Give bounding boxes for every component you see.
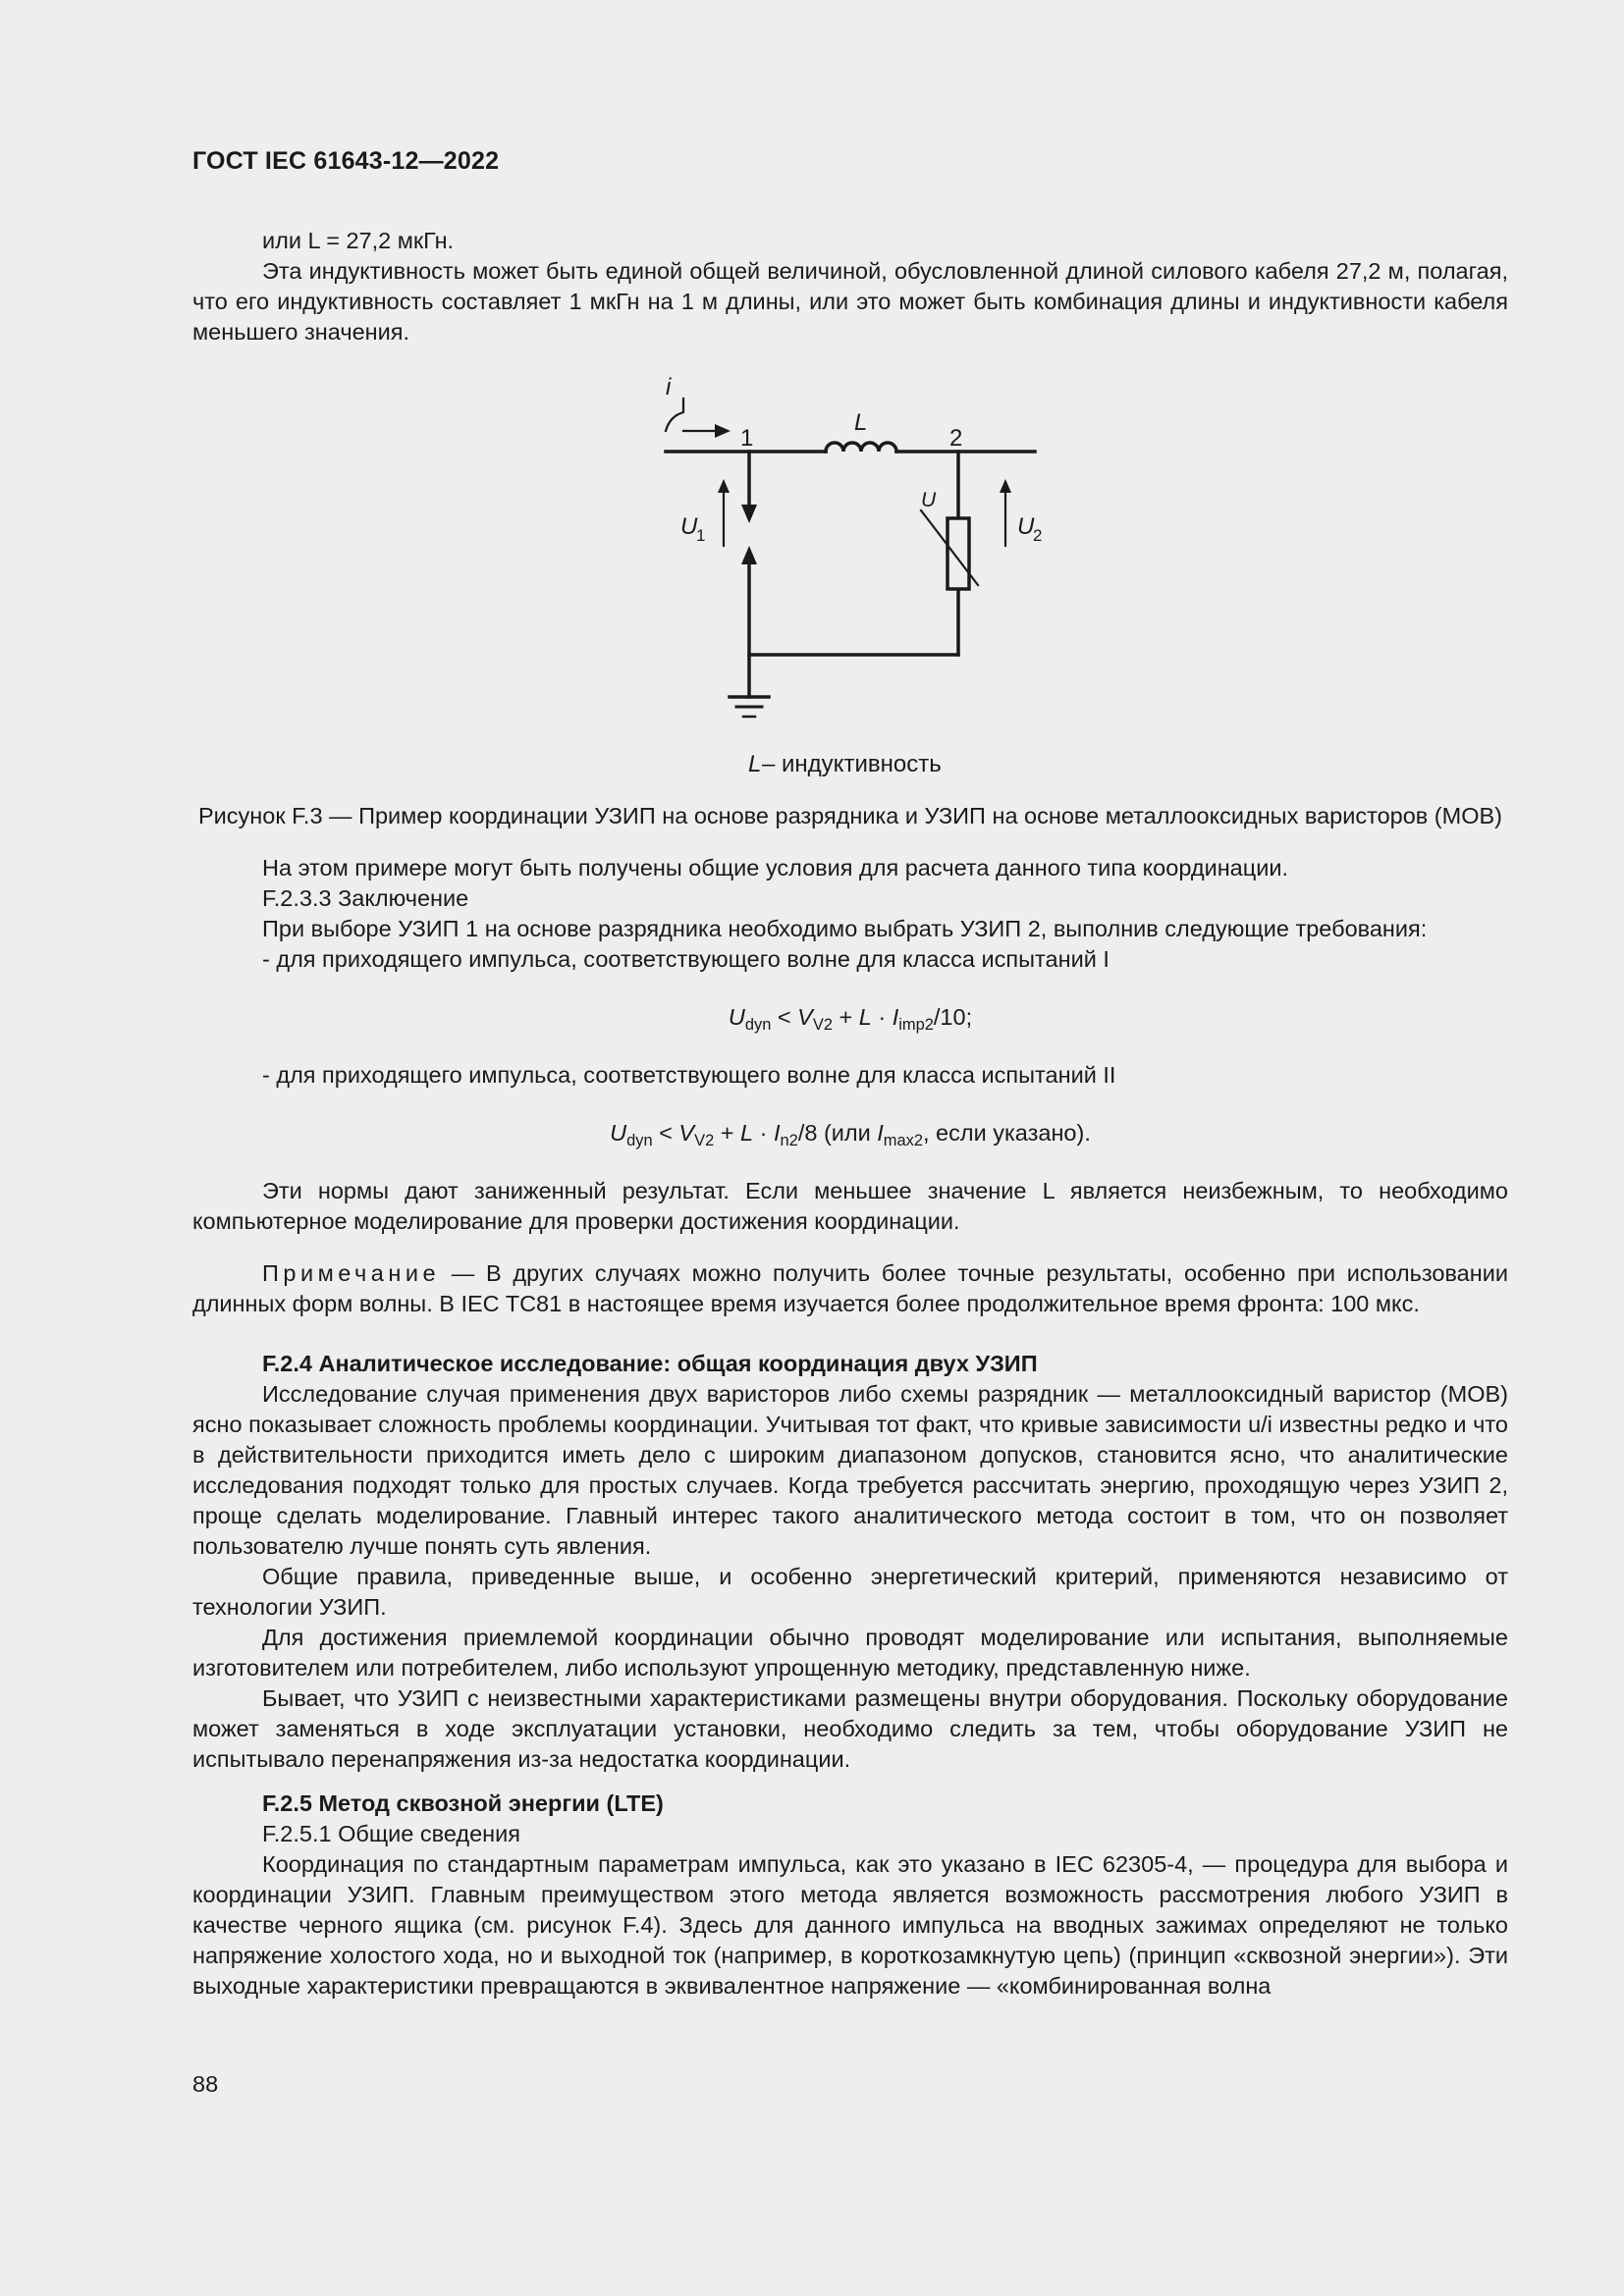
node-1-label: 1 [740,425,754,452]
label-i: i [666,374,672,400]
legend-symbol: L [748,751,762,777]
figure-f3 [192,361,1508,793]
paragraph: На этом примере могут быть получены общие условия для расчета данного типа координации. [262,855,1288,881]
paragraph: Общие правила, приведенные выше, и особенно энергетический критерий, применяются независимо от технологии УЗИП. [192,1564,1508,1620]
note [192,1258,1508,1319]
document-body [192,226,1508,2002]
paragraph: Эти нормы дают заниженный результат. Если меньшее значение L является неизбежным, то необходимо компьютерное моделирование для проверки достижения координации. [192,1178,1508,1234]
list-item: - для приходящего импульса, соответствующего волне для класса испытаний II [262,1062,1116,1088]
list-item: - для приходящего импульса, соответствующего волне для класса испытаний I [262,946,1110,972]
u1-subscript: 1 [696,526,706,545]
paragraph: Координация по стандартным параметрам импульса, как это указано в IEC 62305-4, — процедура для выбора и координации УЗИП. Главным преимуществом этого метода является возможность рассмотрения любого УЗИП в качестве черного ящика (см. рисунок F.4). Здесь для данного импульса на вводных зажимах определяют не только напряжение холостого хода, но и выходной ток (например, в короткозамкнутую цепь) (принцип «сквозной энергии»). Эти выходные характеристики превращаются в эквивалентное напряжение — «комбинированная волна [192,1851,1508,1999]
inductor-label: L [854,409,868,436]
subsection-heading: F.2.3.3 Заключение [262,885,469,911]
paragraph: Бывает, что УЗИП с неизвестными характеристиками размещены внутри оборудования. Поскольку оборудование может заменяться в ходе эксплуатации установки, необходимо следить за тем, чтобы оборудование УЗИП не испытывало перенапряжения из-за недостатка координации. [192,1685,1508,1772]
subsection-heading: F.2.5.1 Общие сведения [262,1821,521,1846]
formula-2: $U_{dyn} < V_{V2} + L \cdot I_{n2}/8$ (или $I_{max2}$, если указано). [610,1120,1091,1149]
paragraph: Эта индуктивность может быть единой общей величиной, обусловленной длиной силового кабеля 27,2 м, полагая, что его индуктивность составляет 1 мкГн на 1 м длины, или это может быть комбинация длины и индуктивности кабеля меньшего значения. [192,258,1508,345]
u2-label: U [1017,513,1035,540]
paragraph: Исследование случая применения двух варисторов либо схемы разрядник — металлооксидный варистор (МОВ) ясно показывает сложность проблемы координации. Учитывая тот факт, что кривые зависимости u/i известны редко и что в действительности приходится иметь дело с широким диапазоном допусков, становится ясно, что аналитические исследования подходят только для простых случаев. Когда требуется рассчитать энергию, проходящую через УЗИП 2, проще сделать моделирование. Главный интерес такого аналитического метода состоит в том, что он позволяет пользователю лучше понять суть явления. [192,1381,1508,1559]
u1-label: U [680,513,698,540]
figure-caption: Рисунок F.3 — Пример координации УЗИП на основе разрядника и УЗИП на основе металлооксидных варисторов (МОВ) [198,803,1502,828]
formula-1: $U_{dyn} < V_{V2} + L \cdot I_{imp2}/10$; [728,1004,973,1034]
legend-text: – индуктивность [762,751,942,777]
u2-subscript: 2 [1033,526,1043,545]
page-number: 88 [192,2071,219,2097]
section-heading: F.2.4 Аналитическое исследование: общая координация двух УЗИП [262,1351,1038,1376]
note-label: Примечание [262,1260,441,1286]
note-text: — В других случаях можно получить более точные результаты, особенно при использовании длинных форм волны. В IEC TC81 в настоящее время изучается более продолжительное время фронта: 100 мкс. [192,1260,1508,1316]
section-heading: F.2.5 Метод сквозной энергии (LTE) [262,1790,664,1816]
document-header: ГОСТ IEC 61643-12—2022 [192,147,500,175]
circuit-diagram [192,361,1508,793]
paragraph: Для достижения приемлемой координации обычно проводят моделирование или испытания, выполняемые изготовителем или потребителем, либо используют упрощенную методику, представленную ниже. [192,1625,1508,1681]
paragraph: или L = 27,2 мкГн. [262,228,455,253]
varistor-u-label: U [921,489,937,511]
paragraph: При выборе УЗИП 1 на основе разрядника необходимо выбрать УЗИП 2, выполнив следующие требования: [262,916,1428,941]
node-2-label: 2 [949,425,963,452]
